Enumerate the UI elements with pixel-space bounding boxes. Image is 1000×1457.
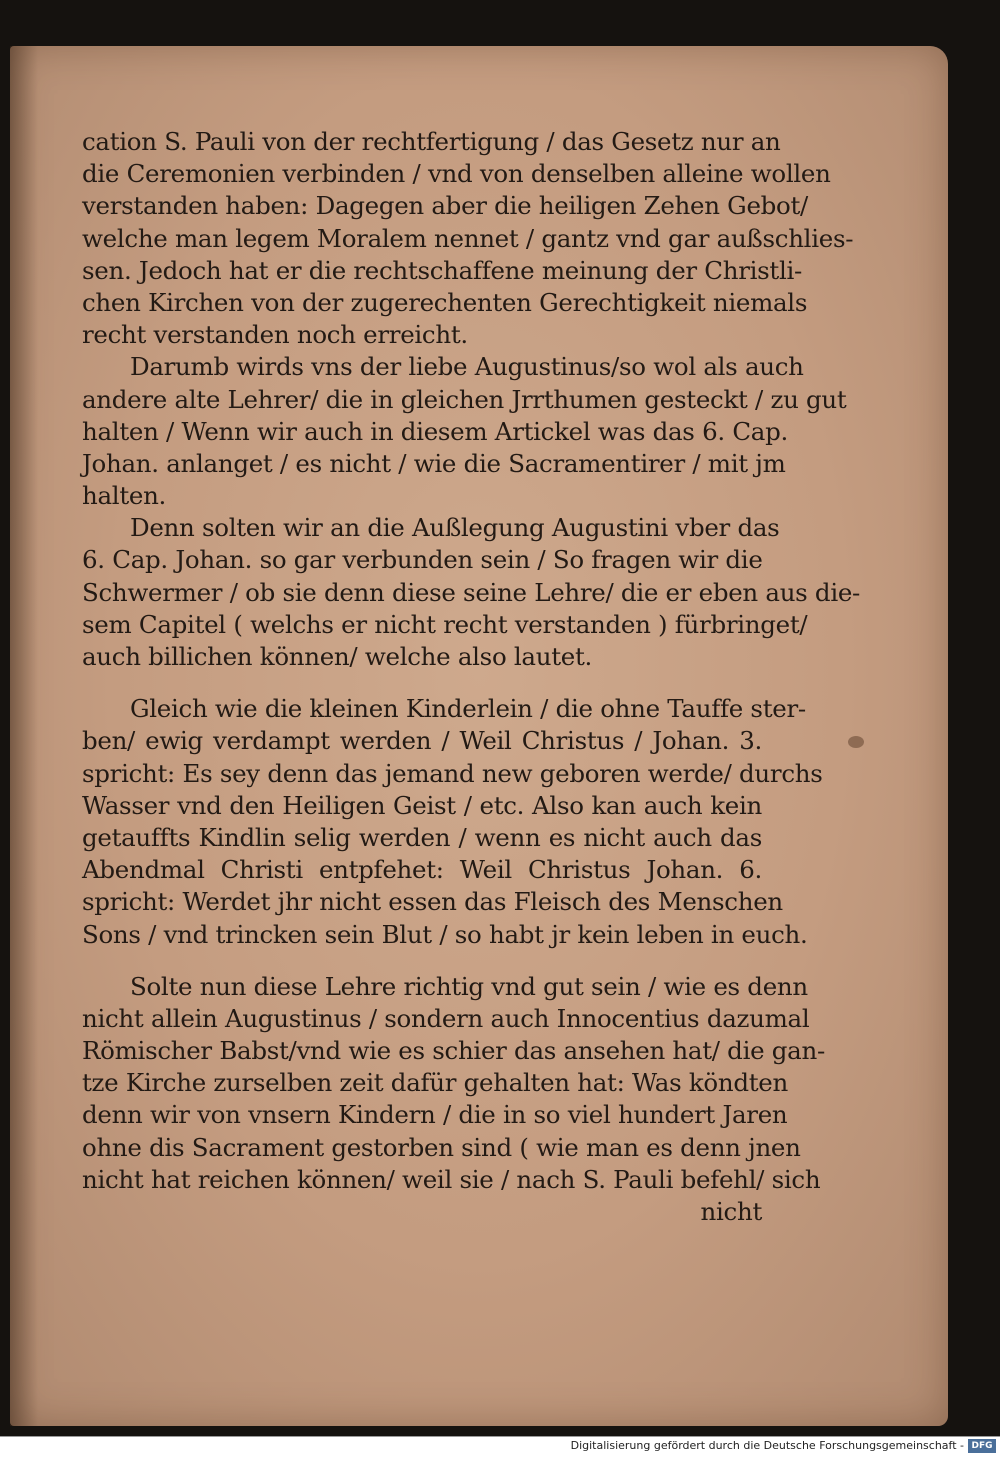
text-line: spricht: Es sey denn das jemand new geboren werde/ durchs [82, 758, 823, 788]
page-text [82, 126, 861, 1228]
text-line: Sons / vnd trincken sein Blut / so habt jr kein leben in euch. [82, 919, 808, 949]
text-line: cation S. Pauli von der rechtfertigung / das Gesetz nur an [82, 127, 781, 156]
text-line: denn wir von vnsern Kindern / die in so viel hundert Jaren [82, 1100, 788, 1130]
text-line: nicht allein Augustinus / sondern auch Innocentius dazumal [82, 1003, 810, 1033]
text-line: halten. [82, 481, 167, 511]
text-line: recht verstanden noch erreicht. [82, 320, 468, 350]
text-line: ohne dis Sacrament gestorben sind ( wie man es denn jnen [82, 1132, 801, 1162]
paper-stain [848, 736, 864, 748]
text-line: Johan. anlanget / es nicht / wie die Sacramentirer / mit jm [82, 448, 786, 478]
text-line: sen. Jedoch hat er die rechtschaffene meinung der Christli- [82, 255, 803, 285]
text-line: Schwermer / ob sie denn diese seine Lehre/ die er eben aus die- [82, 577, 861, 607]
text-line: chen Kirchen von der zugerechenten Gerechtigkeit niemals [82, 287, 808, 317]
funding-credit: Digitalisierung gefördert durch die Deutsche Forschungsgemeinschaft - [570, 1439, 964, 1452]
catchword: nicht [700, 1197, 762, 1226]
text-line: die Ceremonien verbinden / vnd von denselben alleine wollen [82, 159, 831, 189]
text-line: Abendmal Christi entpfehet: Weil Christus Johan. 6. [82, 855, 762, 885]
text-line: getauffts Kindlin selig werden / wenn es nicht auch das [82, 822, 762, 852]
text-line: welche man legem Moralem nennet / gantz vnd gar außschlies- [82, 223, 854, 253]
text-line: tze Kirche zurselben zeit dafür gehalten hat: Was köndten [82, 1068, 788, 1098]
text-line: ben/ ewig verdampt werden / Weil Christus / Johan. 3. [82, 726, 762, 756]
text-line: Wasser vnd den Heiligen Geist / etc. Also kan auch kein [82, 790, 762, 820]
text-line: auch billichen können/ welche also lautet. [82, 642, 592, 671]
text-line: verstanden haben: Dagegen aber die heiligen Zehen Gebot/ [82, 191, 808, 221]
text-line: halten / Wenn wir auch in diesem Artickel was das 6. Cap. [82, 416, 788, 446]
text-line: andere alte Lehrer/ die in gleichen Jrrthumen gesteckt / zu gut [82, 384, 847, 414]
text-line: Römischer Babst/vnd wie es schier das ansehen hat/ die gan- [82, 1036, 825, 1066]
text-line: Denn solten wir an die Außlegung Augustini vber das [130, 513, 780, 543]
text-line: sem Capitel ( welchs er nicht recht verstanden ) fürbringet/ [82, 609, 808, 639]
dfg-logo[interactable]: DFG [968, 1439, 996, 1453]
text-line: Darumb wirds vns der liebe Augustinus/so wol als auch [130, 352, 804, 382]
digitization-footer [0, 1436, 1000, 1457]
paragraph-gap [82, 673, 762, 693]
paragraph-gap [82, 951, 762, 971]
text-line: Gleich wie die kleinen Kinderlein / die ohne Tauffe ster- [130, 694, 806, 724]
text-line: spricht: Werdet jhr nicht essen das Fleisch des Menschen [82, 887, 783, 917]
text-line: 6. Cap. Johan. so gar verbunden sein / So fragen wir die [82, 545, 763, 575]
book-page [10, 46, 948, 1426]
text-line: nicht hat reichen können/ weil sie / nach S. Pauli befehl/ sich [82, 1164, 821, 1194]
text-line: Solte nun diese Lehre richtig vnd gut sein / wie es denn [130, 971, 808, 1001]
